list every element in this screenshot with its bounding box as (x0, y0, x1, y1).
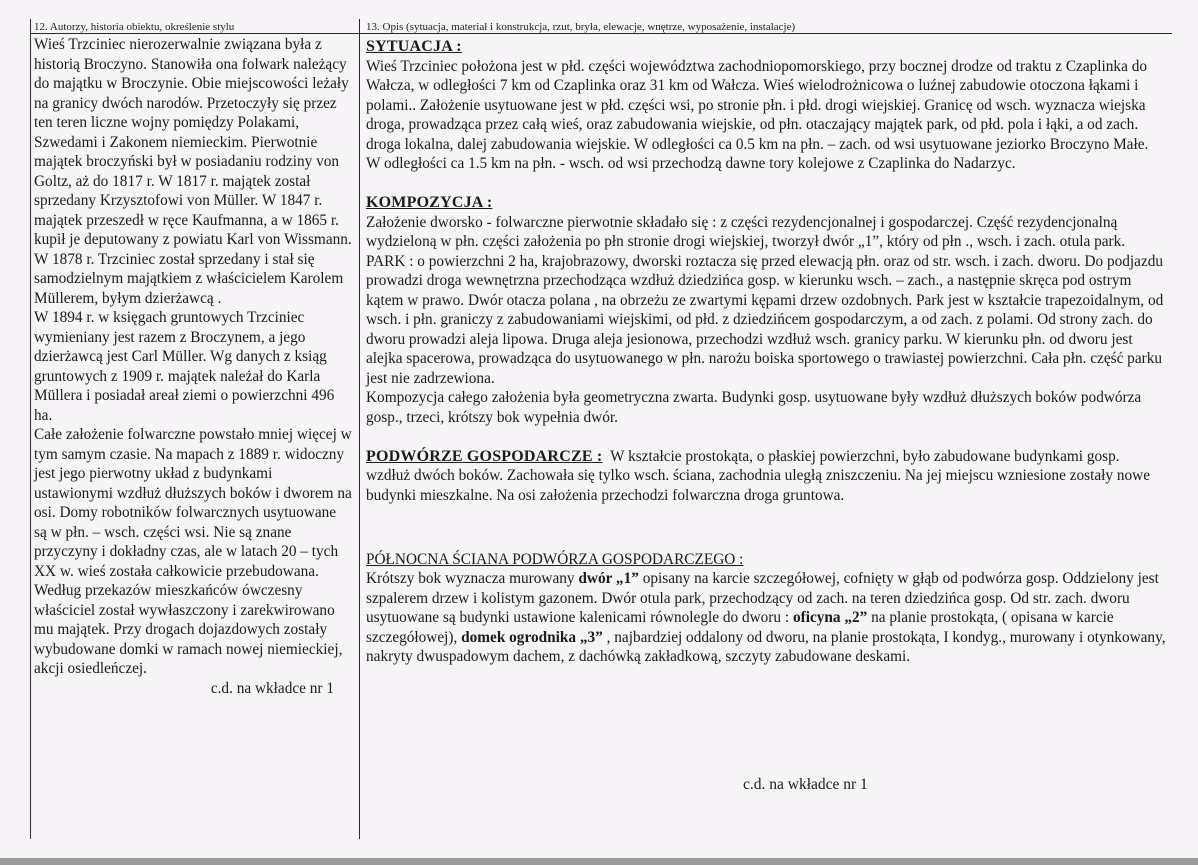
description-column (366, 37, 1166, 667)
podworze-paragraph (366, 447, 1166, 506)
text-run: , najbardziej oddalony od dworu, na planie prostokąta, I kondyg., murowany i otynkowany, nakryty dwuspadowym dachem, z dachówką zakładkową, szczyty zabudowane deskami. (366, 628, 1166, 665)
history-paragraph: Całe założenie folwarczne powstało mniej więcej w tym samym czasie. Na mapach z 1889 r. widoczny jest jego pierwotny układ z budynkami ustawionymi wzdłuż dłuższych boków i dworem na osi. Domy robotników folwarcznych usytuowane są w płn. – wsch. części wsi. Nie są znane przyczyny i dokładny czas, ale w latach 20 – tych XX w. wieś została całkowicie przebudowana. Według przekazów mieszkańców ówczesny właściciel został wywłaszczony i zarekwirowano mu majątek. Przy drogach dojazdowych zostały wybudowane domki w ramach nowej niemieckiej, akcji osiedleńczej. (34, 426, 352, 677)
section-heading-polnocna: PÓŁNOCNA ŚCIANA PODWÓRZA GOSPODARCZEGO : (366, 550, 744, 568)
kompozycja-summary: Kompozycja całego założenia była geometryczna zwarta. Budynki gosp. usytuowane były wzdłuż dłuższych boków podwórza gosp., trzeci, krótszy bok wypełnia dwór. (366, 389, 1142, 426)
text-run: na planie prostokąta, ( opisana w karcie szczegółowej), (366, 609, 1114, 646)
spacer (366, 505, 1166, 530)
spacer (366, 530, 1166, 550)
bold-run: domek ogrodnika „3” (461, 628, 603, 646)
section-heading-sytuacja: SYTUACJA : (366, 38, 462, 55)
bold-run: dwór „1” (578, 570, 639, 587)
continuation-note-right: c.d. na wkładce nr 1 (743, 776, 868, 793)
kompozycja-text: Założenie dworsko - folwarczne pierwotnie składało się : z części rezydencjonalnej i gospodarczej. Część rezydencjonalną wydzieloną w płn. części założenia po płn stronie drogi wiejskiej, tworzył dwór „1”, który od płn ., wsch. i zach. otula park. (366, 213, 1126, 250)
left-border (30, 19, 31, 839)
text-run: Krótszy bok wyznacza murowany (366, 570, 579, 587)
history-paragraph: Wieś Trzciniec nierozerwalnie związana była z historią Broczyno. Stanowiła ona folwark należący do majątku w Broczynie. Obie miejscowości leżały na granicy dwóch narodów. Przetoczyły się przez ten teren liczne wojny pomiędzy Polakami, Szwedami i Zakonem niemieckim. Pierwotnie majątek broczyński był w posiadaniu rodziny von Goltz, aż do 1817 r. W 1817 r. majątek został sprzedany Krzysztofowi von Müller. W 1847 r. majątek przeszedł w ręce Kaufmanna, a w 1865 r. kupił je deputowany z powiatu Karl von Wissmann. (34, 36, 352, 248)
history-paragraph: W 1894 r. w księgach gruntowych Trzciniec wymieniany jest razem z Broczynem, a jego dzierżawcą jest Carl Müller. Wg danych z ksiąg gruntowych z 1909 r. majątek należał do Karla Müllera i posiadał areał ziemi o powierzchni 496 ha. (34, 309, 335, 424)
section-heading-podworze: PODWÓRZE GOSPODARCZE : (366, 447, 603, 465)
park-text: PARK : o powierzchni 2 ha, krajobrazowy, dworski roztacza się przed elewacją płn. oraz od str. wsch. i zach. dworu. Do podjazdu prowadzi droga wewnętrzna przechodząca wzdłuż dziedzińca gosp. w kierunku wsch. – zach., a następnie skręca pod ostrym kątem w prawo. Dwór otacza polana , na obrzeżu ze zwartymi kępami drzew ozdobnych. Park jest w kształcie trapezoidalnym, od wsch. i płn. graniczy z zabudowaniami wiejskimi, od płd. z dziedzińcem gospodarczym, a od zach. z polami. Od strony zach. do dworu prowadzi aleja lipowa. Druga aleja jesionowa, przechodzi wzdłuż wsch. granicy parku. W kierunku płn. od dworu jest alejka spacerowa, prowadząca do usytuowanego w płn. narożu boiska sportowego o trawiastej powierzchni. Cała płn. część parku jest nie zadrzewiona. (366, 252, 1164, 387)
spacer (366, 427, 1166, 447)
bold-run: oficyna „2” (792, 609, 868, 626)
sytuacja-text: Wieś Trzciniec położona jest w płd. części województwa zachodniopomorskiego, przy bocznej drodze od traktu z Czaplinka do Wałcza, w odległości 7 km od Czaplinka oraz 31 km od Wałcza. Wieś wielodrożnicowa o luźnej zabudowie otoczona łąkami i polami.. Założenie usytuowane jest w płd. części wsi, po stronie płn. i płd. drogi wiejskiej. Granicę od wsch. wyznacza wiejska droga, prowadząca przez całą wieś, oraz zabudowania wiejskie, od płn. otaczający majątek park, od płd. pola i łąki, a od zach. droga lokalna, dalej zabudowania wiejskie. W odległości ca 0.5 km na płn. – zach. od wsi usytuowane jeziorko Broczyno Małe. W odległości ca 1.5 km na płn. - wsch. od wsi przechodzą dawne tory kolejowe z Czaplinka do Nadarzyc. (366, 57, 1149, 172)
polnocna-text (366, 569, 1166, 667)
spacer (366, 174, 1166, 194)
section-heading-kompozycja: KOMPOZYCJA : (366, 194, 493, 211)
left-column-header: 12. Autorzy, historia obiektu, określenie stylu (34, 21, 235, 33)
podworze-text: W kształcie prostokąta, o płaskiej powierzchni, było zabudowane budynkami gosp. wzdłuż dwóch boków. Zachowała się tylko wsch. ściana, zachodnia uległą zniszczeniu. Na jej miejscu wzniesione zostały nowe budynki mieszkalne. Na osi założenia przechodzi folwarczna droga gruntowa. (366, 447, 1150, 504)
history-paragraph: W 1878 r. Trzciniec został sprzedany i stał się samodzielnym majątkiem z właścicielem Karolem Müllerem, byłym dzierżawcą . (34, 250, 344, 307)
column-divider (359, 19, 360, 839)
history-column (34, 35, 352, 698)
text-run: opisany na karcie szczegółowej, cofnięty w głąb od podwórza gosp. Oddzielony jest szpalerem drzew i kolistym gazonem. Dwór otula park, przechodzący od zach. na teren dziedzińca gosp. Od str. zach. dworu usytuowane są budynki ustawione kalenicami równolegle do dworu : (366, 570, 1159, 626)
continuation-note-left: c.d. na wkładce nr 1 (210, 679, 334, 697)
scan-bottom-edge (0, 858, 1198, 865)
right-column-header: 13. Opis (sytuacja, materiał i konstrukcja, rzut, bryła, elewacje, wnętrze, wyposażenie, instalacje) (366, 21, 796, 33)
